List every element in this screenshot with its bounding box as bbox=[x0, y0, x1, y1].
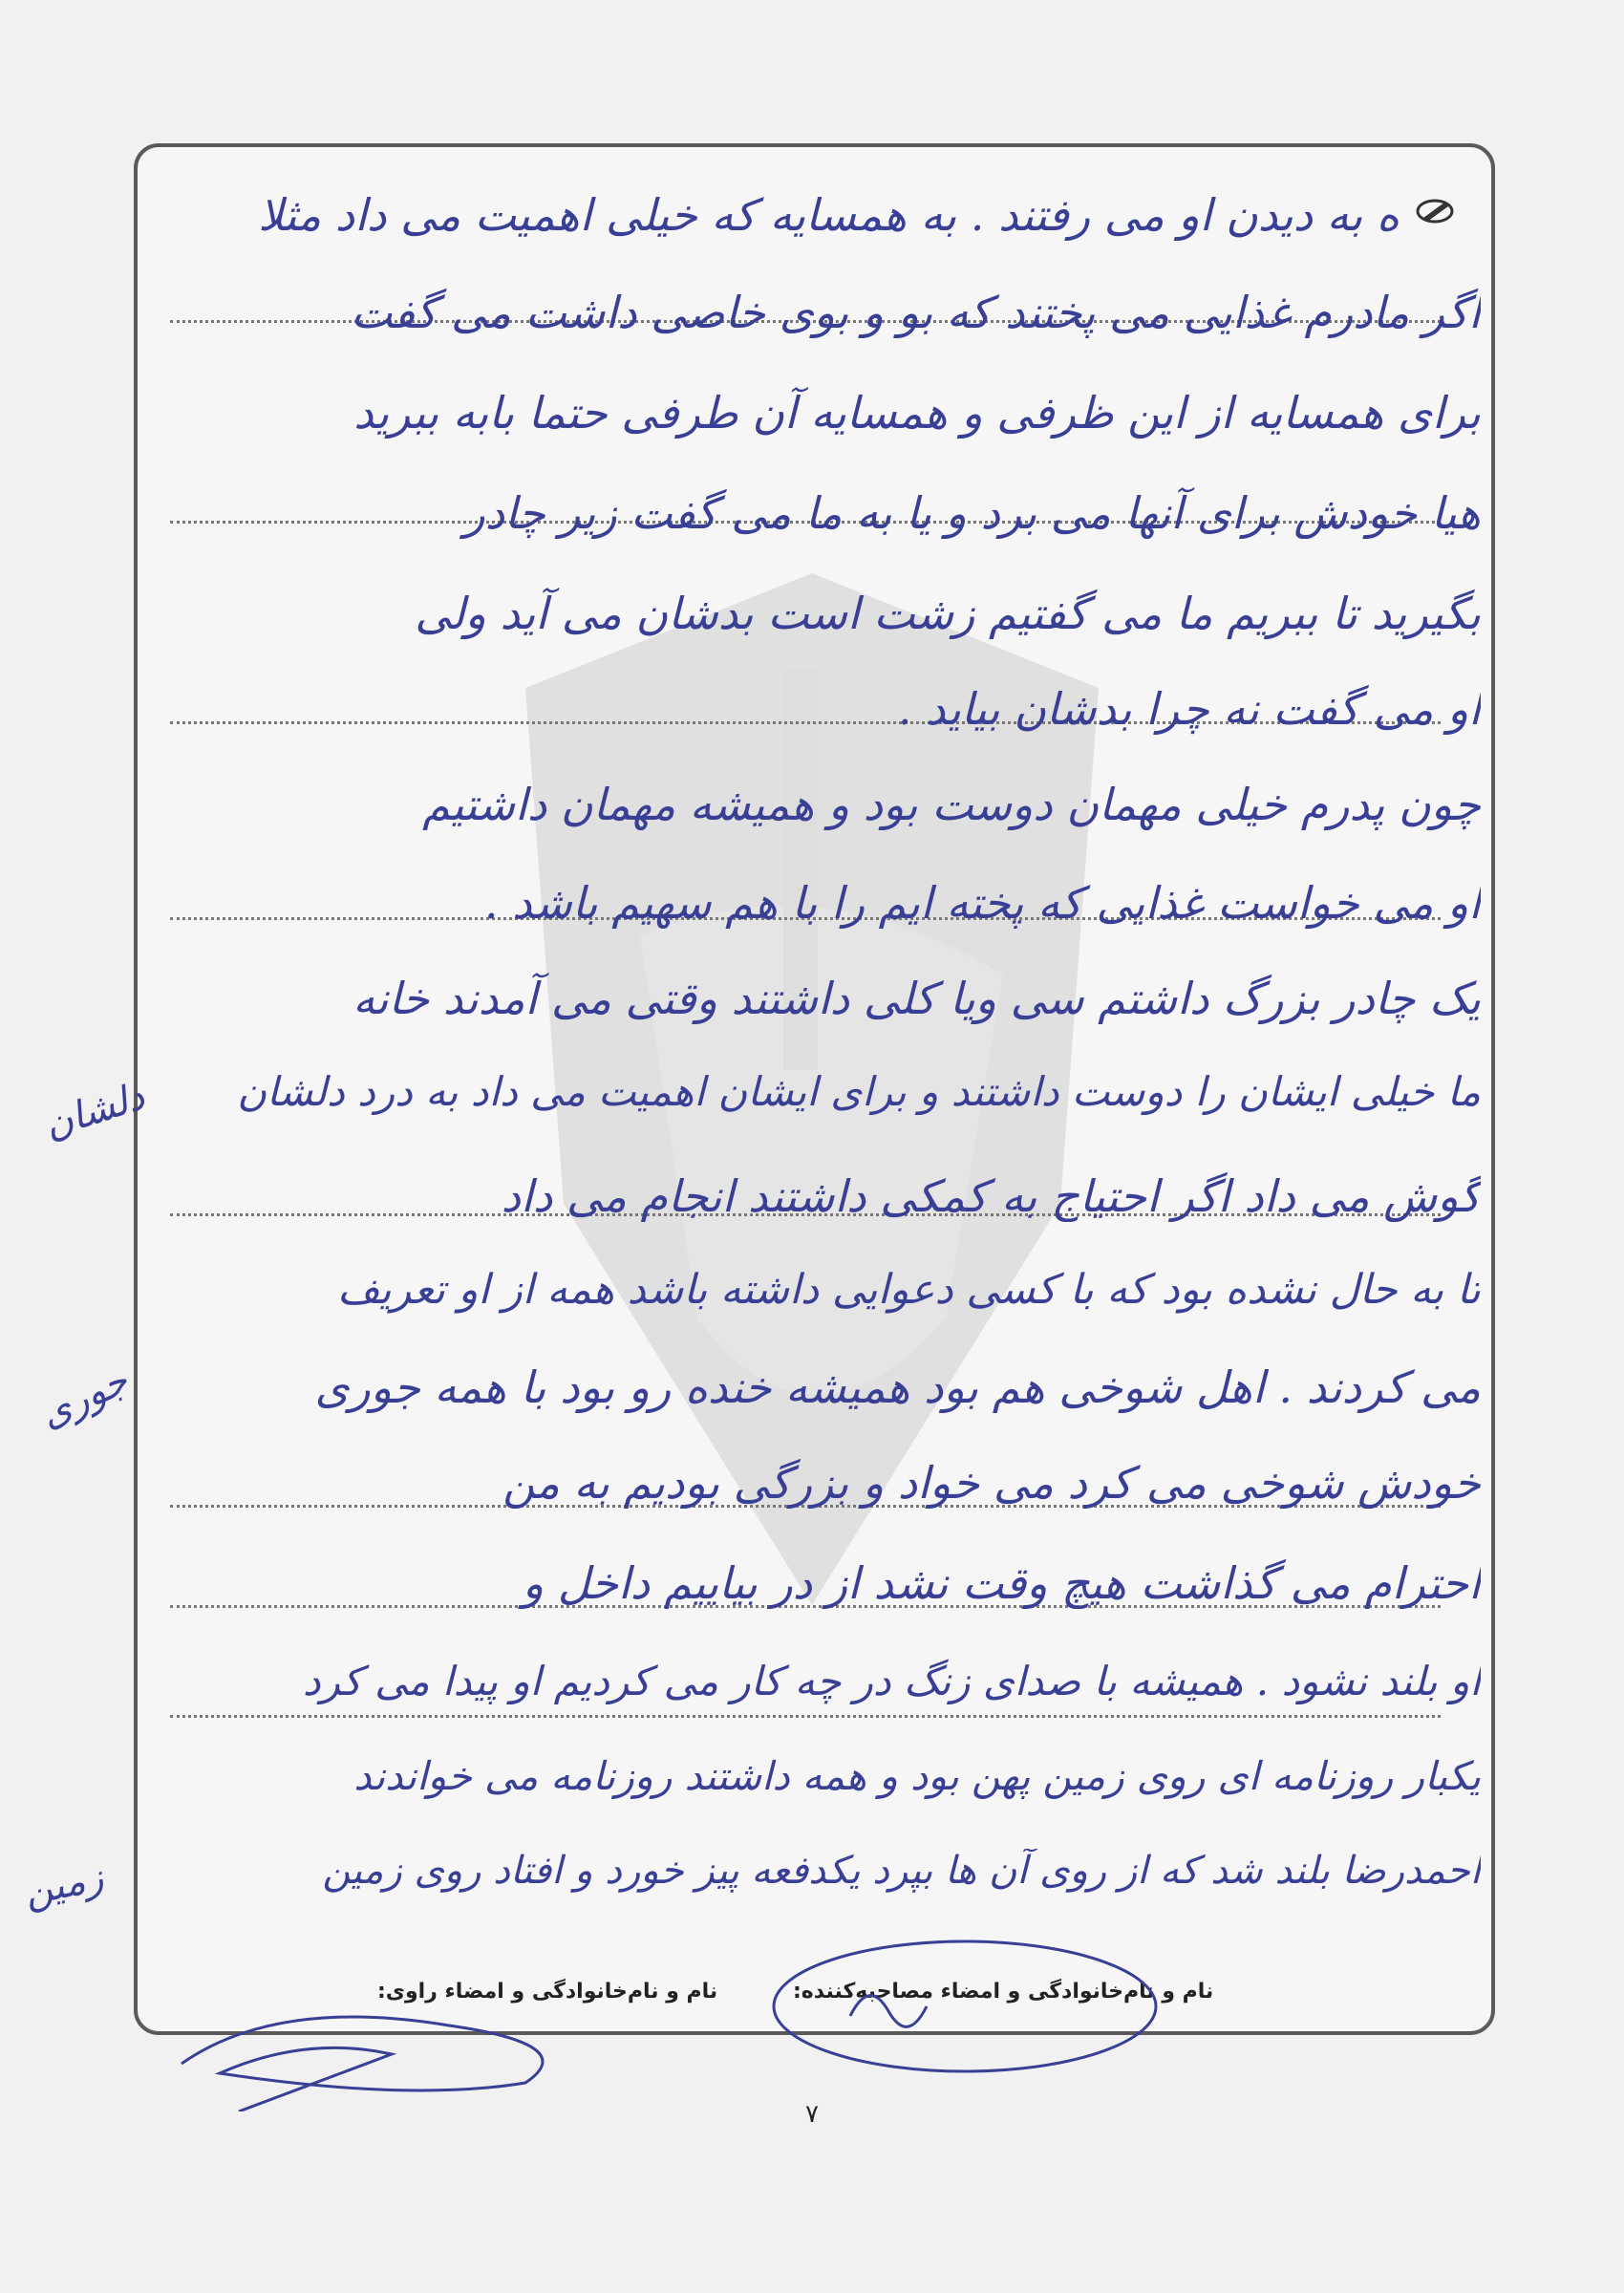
dotted-guide bbox=[170, 1715, 1441, 1718]
handwritten-line: گوش می داد اگر احتیاج به کمکی داشتند انجام می داد bbox=[501, 1170, 1481, 1222]
narrator-signature bbox=[162, 1968, 602, 2111]
margin-note: دلشان bbox=[38, 1074, 150, 1148]
page-number: ۷ bbox=[805, 2100, 819, 2129]
handwritten-line: ه به دیدن او می رفتند . به همسایه که خیلی اهمیت می داد مثلا bbox=[258, 189, 1400, 241]
handwritten-line: احترام می گذاشت هیچ وقت نشد از در بیاییم داخل و bbox=[522, 1557, 1481, 1609]
interviewer-signature-label: نام و نام‌خانوادگی و امضاء مصاحبه‌کننده: bbox=[793, 1980, 1214, 2004]
handwritten-line: احمدرضا بلند شد که از روی آن ها بپرد یکدفعه پیز خورد و افتاد روی زمین bbox=[322, 1849, 1481, 1893]
handwritten-line: اگر مادرم غذایی می پختند که بو و بوی خاصی داشت می گفت bbox=[351, 287, 1481, 338]
handwritten-line: هیا خودش برای آنها می برد و یا به ما می گفت زیر چادر bbox=[463, 487, 1481, 539]
handwritten-line: یکبار روزنامه ای روی زمین پهن بود و همه داشتند روزنامه می خواندند bbox=[353, 1753, 1481, 1799]
narrator-signature-label: نام و نام‌خانوادگی و امضاء راوی: bbox=[377, 1980, 718, 2004]
pen-icon bbox=[1416, 197, 1454, 225]
margin-note: زمین bbox=[20, 1854, 108, 1916]
handwritten-line: او می خواست غذایی که پخته ایم را با هم سهیم باشد . bbox=[483, 877, 1481, 929]
handwritten-line: بگیرید تا ببریم ما می گفتیم زشت است بدشان می آید ولی bbox=[415, 588, 1481, 639]
handwritten-line: او می گفت نه چرا بدشان بیاید . bbox=[897, 683, 1481, 735]
handwritten-line: چون پدرم خیلی مهمان دوست بود و همیشه مهمان داشتیم bbox=[422, 779, 1481, 830]
handwritten-line: برای همسایه از این ظرفی و همسایه آن طرفی حتما بابه ببرید bbox=[353, 387, 1481, 439]
handwritten-line: یک چادر بزرگ داشتم سی ویا کلی داشتند وقتی می آمدند خانه bbox=[353, 973, 1481, 1024]
handwritten-line: ما خیلی ایشان را دوست داشتند و برای ایشان اهمیت می داد به درد دلشان bbox=[237, 1068, 1481, 1115]
interviewer-signature bbox=[764, 1930, 1165, 2083]
handwritten-line: خودش شوخی می کرد می خواد و بزرگی بودیم به من bbox=[502, 1457, 1481, 1509]
handwritten-line: او بلند نشود . همیشه با صدای زنگ در چه کار می کردیم او پیدا می کرد bbox=[302, 1658, 1481, 1704]
margin-note: جوری bbox=[32, 1358, 136, 1438]
handwritten-line: می کردند . اهل شوخی هم بود همیشه خنده رو بود با همه جوری bbox=[314, 1361, 1481, 1413]
handwritten-line: تا به حال نشده بود که با کسی دعوایی داشته باشد همه از او تعریف bbox=[337, 1266, 1481, 1314]
